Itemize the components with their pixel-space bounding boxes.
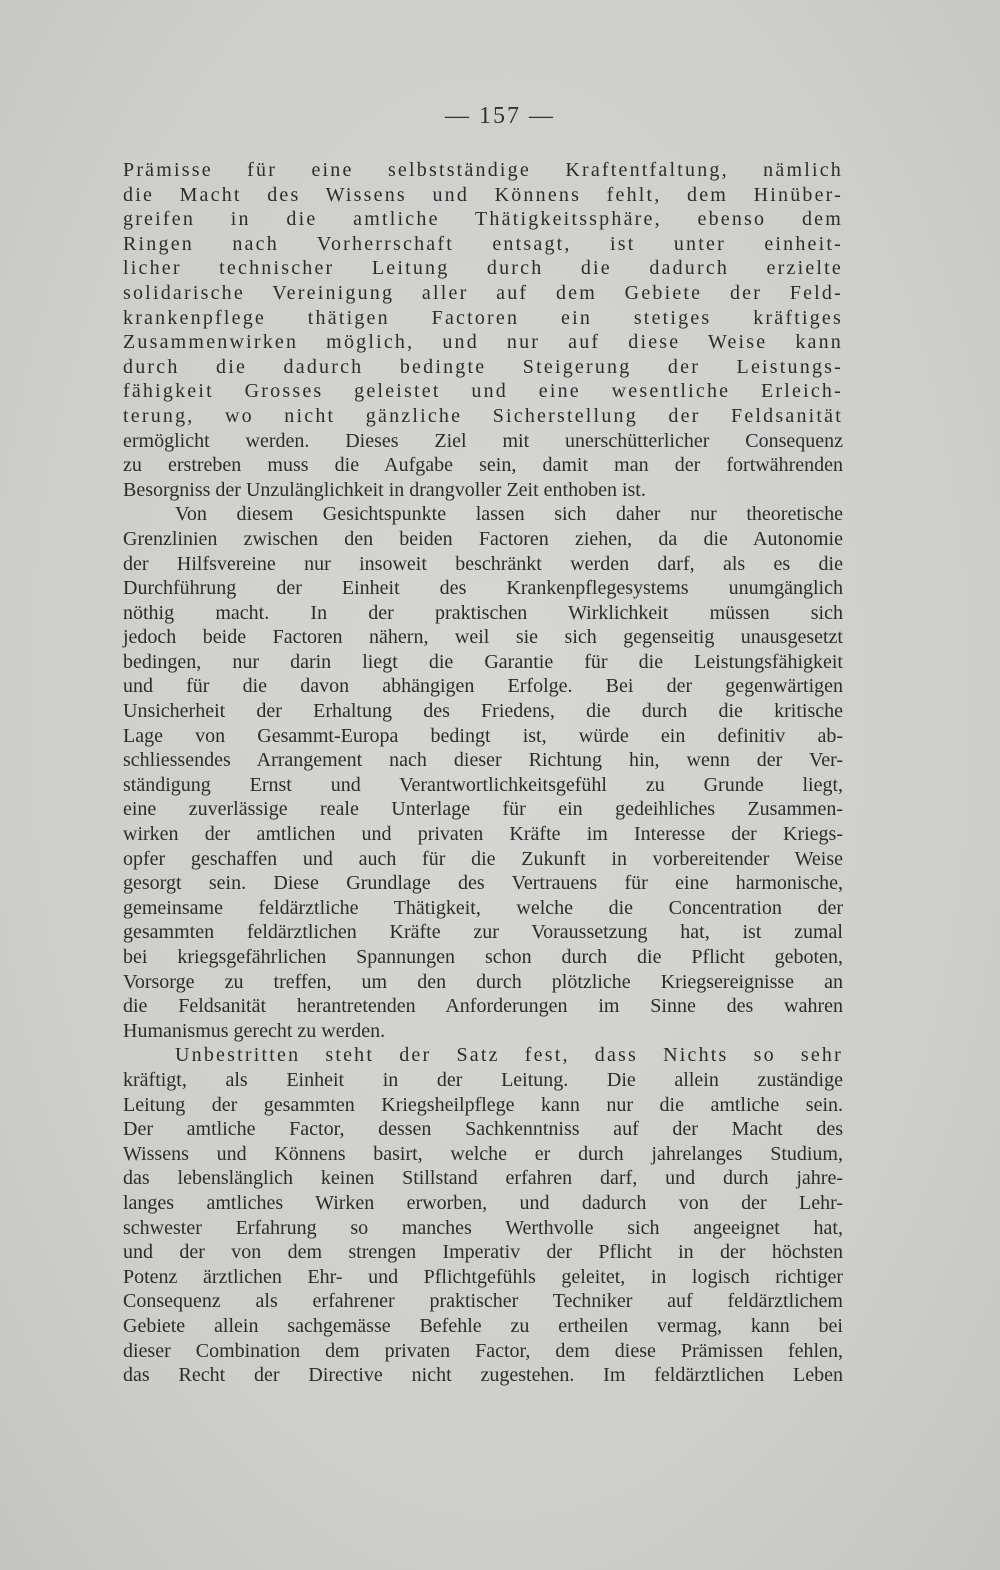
text-line: schwester Erfahrung so manches Werthvolle sich angeeignet hat, bbox=[123, 1216, 843, 1239]
text-line: Der amtliche Factor, dessen Sachkenntniss auf der Macht des bbox=[123, 1118, 843, 1141]
text-line: Unbestritten steht der Satz fest, dass Nichts so sehr bbox=[175, 1044, 843, 1067]
text-line: wirken der amtlichen und privaten Kräfte im Interesse der Kriegs- bbox=[123, 823, 843, 846]
text-line: die Feldsanität herantretenden Anforderungen im Sinne des wahren bbox=[123, 995, 843, 1018]
text-line: Besorgniss der Unzulänglichkeit in drangvoller Zeit enthoben ist. bbox=[123, 478, 646, 501]
text-line: und der von dem strengen Imperativ der Pflicht in der höchsten bbox=[123, 1241, 843, 1264]
text-line: gemeinsame feldärztliche Thätigkeit, welche die Concentration der bbox=[123, 896, 843, 919]
text-line: dieser Combination dem privaten Factor, dem diese Prämissen fehlen, bbox=[123, 1339, 843, 1362]
text-line: Leitung der gesammten Kriegsheilpflege kann nur die amtliche sein. bbox=[123, 1093, 843, 1116]
text-line: Humanismus gerecht zu werden. bbox=[123, 1019, 386, 1042]
text-line: langes amtliches Wirken erworben, und dadurch von der Lehr- bbox=[123, 1191, 843, 1214]
text-line: bedingen, nur darin liegt die Garantie für die Leistungsfähigkeit bbox=[123, 650, 843, 673]
text-line: Consequenz als erfahrener praktischer Techniker auf feldärztlichem bbox=[123, 1290, 843, 1313]
text-line: Unsicherheit der Erhaltung des Friedens, die durch die kritische bbox=[123, 700, 843, 723]
body-text bbox=[123, 158, 843, 1388]
text-line: solidarische Vereinigung aller auf dem Gebiete der Feld- bbox=[123, 281, 843, 304]
text-line: greifen in die amtliche Thätigkeitssphäre, ebenso dem bbox=[123, 208, 843, 231]
text-line: der Hilfsvereine nur insoweit beschränkt werden darf, als es die bbox=[123, 552, 843, 575]
text-line: das Recht der Directive nicht zugestehen. Im feldärztlichen Leben bbox=[123, 1364, 843, 1387]
text-line: gesammten feldärztlichen Kräfte zur Voraussetzung hat, ist zumal bbox=[123, 921, 843, 944]
text-line: fähigkeit Grosses geleistet und eine wesentliche Erleich- bbox=[123, 380, 843, 403]
text-line: gesorgt sein. Diese Grundlage des Vertrauens für eine harmonische, bbox=[123, 872, 843, 895]
text-line: Gebiete allein sachgemässe Befehle zu ertheilen vermag, kann bei bbox=[123, 1314, 843, 1337]
text-line: das lebenslänglich keinen Stillstand erfahren darf, und durch jahre- bbox=[123, 1167, 843, 1190]
text-line: Ringen nach Vorherrschaft entsagt, ist unter einheit- bbox=[123, 232, 843, 255]
text-line: die Macht des Wissens und Könnens fehlt, dem Hinüber- bbox=[123, 183, 843, 206]
text-line: Potenz ärztlichen Ehr- und Pflichtgefühls geleitet, in logisch richtiger bbox=[123, 1265, 843, 1288]
text-line: kräftigt, als Einheit in der Leitung. Die allein zuständige bbox=[123, 1068, 843, 1091]
text-line: krankenpflege thätigen Factoren ein stetiges kräftiges bbox=[123, 306, 843, 329]
text-line: eine zuverlässige reale Unterlage für ein gedeihliches Zusammen- bbox=[123, 798, 843, 821]
text-line: Prämisse für eine selbstständige Kraftentfaltung, nämlich bbox=[123, 159, 843, 181]
text-line: Grenzlinien zwischen den beiden Factoren ziehen, da die Autonomie bbox=[123, 527, 843, 550]
text-line: durch die dadurch bedingte Steigerung der Leistungs- bbox=[123, 355, 843, 378]
text-line: bei kriegsgefährlichen Spannungen schon durch die Pflicht geboten, bbox=[123, 946, 843, 968]
text-line: opfer geschaffen und auch für die Zukunft in vorbereitender Weise bbox=[123, 847, 843, 870]
text-line: terung, wo nicht gänzliche Sicherstellung der Feldsanität bbox=[123, 404, 843, 427]
text-line: Wissens und Könnens basirt, welche er durch jahrelanges Studium, bbox=[123, 1142, 843, 1165]
text-line: jedoch beide Factoren nähern, weil sie sich gegenseitig unausgesetzt bbox=[123, 626, 843, 649]
text-line: ermöglicht werden. Dieses Ziel mit unerschütterlicher Consequenz bbox=[123, 429, 843, 452]
text-line: ständigung Ernst und Verantwortlichkeitsgefühl zu Grunde liegt, bbox=[123, 773, 843, 796]
text-line: schliessendes Arrangement nach dieser Richtung hin, wenn der Ver- bbox=[123, 749, 843, 772]
text-line: zu erstreben muss die Aufgabe sein, damit man der fortwährenden bbox=[123, 454, 843, 477]
text-line: Zusammenwirken möglich, und nur auf diese Weise kann bbox=[123, 331, 843, 354]
text-line: Vorsorge zu treffen, um den durch plötzliche Kriegsereignisse an bbox=[123, 970, 843, 993]
text-line: Durchführung der Einheit des Krankenpflegesystems unumgänglich bbox=[123, 577, 843, 600]
text-line: Lage von Gesammt-Europa bedingt ist, würde ein definitiv ab- bbox=[123, 724, 843, 747]
text-line: nöthig macht. In der praktischen Wirklichkeit müssen sich bbox=[123, 601, 843, 624]
text-line: und für die davon abhängigen Erfolge. Bei der gegenwärtigen bbox=[123, 675, 843, 698]
text-line: Von diesem Gesichtspunkte lassen sich daher nur theoretische bbox=[175, 503, 843, 526]
page-number: — 157 — bbox=[445, 103, 555, 129]
text-line: licher technischer Leitung durch die dadurch erzielte bbox=[123, 257, 843, 280]
